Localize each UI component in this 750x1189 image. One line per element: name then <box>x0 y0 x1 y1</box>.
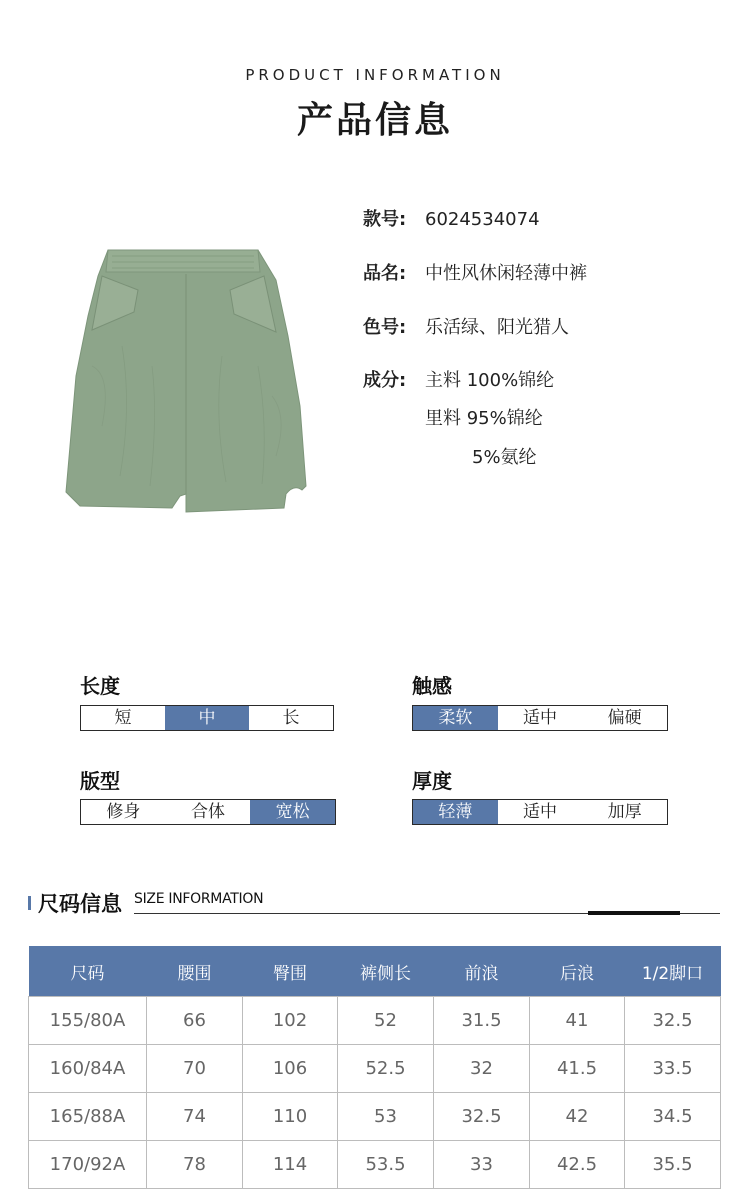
composition-main: 主料 100%锦纶 <box>425 370 555 391</box>
table-cell: 41 <box>530 997 625 1045</box>
table-cell: 170/92A <box>29 1141 147 1189</box>
feel-scale <box>412 705 668 731</box>
fit-title: 版型 <box>80 769 120 793</box>
table-cell: 32 <box>434 1045 530 1093</box>
table-cell: 41.5 <box>530 1045 625 1093</box>
product-name-value: 中性风休闲轻薄中裤 <box>425 263 587 284</box>
header-front-rise: 前浪 <box>434 946 530 997</box>
table-cell: 114 <box>243 1141 338 1189</box>
composition-row <box>363 366 554 392</box>
table-row <box>29 1093 721 1141</box>
color-row <box>363 313 569 339</box>
size-section-marker <box>28 896 31 910</box>
table-cell: 35.5 <box>625 1141 721 1189</box>
thickness-option-medium: 适中 <box>523 802 557 822</box>
table-cell: 160/84A <box>29 1045 147 1093</box>
table-cell: 31.5 <box>434 997 530 1045</box>
composition-lining-extra-row <box>472 443 537 469</box>
style-number-row <box>363 205 540 231</box>
table-cell: 32.5 <box>434 1093 530 1141</box>
table-cell: 42 <box>530 1093 625 1141</box>
composition-lining-row <box>425 404 543 430</box>
table-cell: 32.5 <box>625 997 721 1045</box>
feel-option-soft: 柔软 <box>413 706 498 730</box>
table-cell: 53.5 <box>338 1141 434 1189</box>
thickness-scale <box>412 799 668 825</box>
product-name-label: 品名: <box>363 263 407 284</box>
color-value: 乐活绿、阳光猎人 <box>425 317 569 338</box>
header-chinese-title: 产品信息 <box>296 100 453 141</box>
fit-option-loose: 宽松 <box>250 800 335 824</box>
composition-lining: 里料 95%锦纶 <box>425 408 543 429</box>
product-name-row <box>363 259 587 285</box>
fit-option-regular: 合体 <box>191 802 225 822</box>
table-cell: 53 <box>338 1093 434 1141</box>
table-cell: 165/88A <box>29 1093 147 1141</box>
table-cell: 70 <box>147 1045 243 1093</box>
header-size: 尺码 <box>29 946 147 997</box>
table-cell: 52 <box>338 997 434 1045</box>
header-english-title: PRODUCT INFORMATION <box>245 66 505 84</box>
color-label: 色号: <box>363 317 407 338</box>
thickness-title: 厚度 <box>412 769 452 793</box>
table-cell: 66 <box>147 997 243 1045</box>
header-half-leg-opening: 1/2脚口 <box>625 946 721 997</box>
header-back-rise: 后浪 <box>530 946 625 997</box>
table-cell: 106 <box>243 1045 338 1093</box>
size-title-en: SIZE INFORMATION <box>134 891 264 907</box>
length-title: 长度 <box>80 674 120 698</box>
composition-label: 成分: <box>363 370 407 391</box>
table-cell: 42.5 <box>530 1141 625 1189</box>
table-cell: 33 <box>434 1141 530 1189</box>
size-divider-accent <box>588 911 680 915</box>
header-outseam: 裤侧长 <box>338 946 434 997</box>
table-cell: 74 <box>147 1093 243 1141</box>
style-number-value: 6024534074 <box>425 209 540 230</box>
table-row <box>29 1045 721 1093</box>
length-option-long: 长 <box>282 708 300 728</box>
size-table <box>28 946 721 1189</box>
thickness-option-thick: 加厚 <box>607 802 642 822</box>
fit-scale <box>80 799 336 825</box>
size-table-header <box>29 946 721 997</box>
length-scale <box>80 705 334 731</box>
table-cell: 110 <box>243 1093 338 1141</box>
fit-option-slim: 修身 <box>106 802 141 822</box>
table-row <box>29 1141 721 1189</box>
table-row <box>29 997 721 1045</box>
feel-option-medium: 适中 <box>523 708 557 728</box>
product-shorts-image <box>62 246 310 516</box>
table-cell: 34.5 <box>625 1093 721 1141</box>
feel-option-stiff: 偏硬 <box>607 708 642 728</box>
thickness-option-thin: 轻薄 <box>413 800 498 824</box>
length-option-medium: 中 <box>165 706 249 730</box>
composition-lining-extra: 5%氨纶 <box>472 447 537 468</box>
table-cell: 52.5 <box>338 1045 434 1093</box>
feel-title: 触感 <box>412 674 452 698</box>
header-waist: 腰围 <box>147 946 243 997</box>
header-hip: 臀围 <box>243 946 338 997</box>
style-number-label: 款号: <box>363 209 407 230</box>
size-title-cn: 尺码信息 <box>38 892 122 916</box>
table-cell: 78 <box>147 1141 243 1189</box>
table-cell: 102 <box>243 997 338 1045</box>
table-cell: 155/80A <box>29 997 147 1045</box>
table-cell: 33.5 <box>625 1045 721 1093</box>
length-option-short: 短 <box>114 708 132 728</box>
